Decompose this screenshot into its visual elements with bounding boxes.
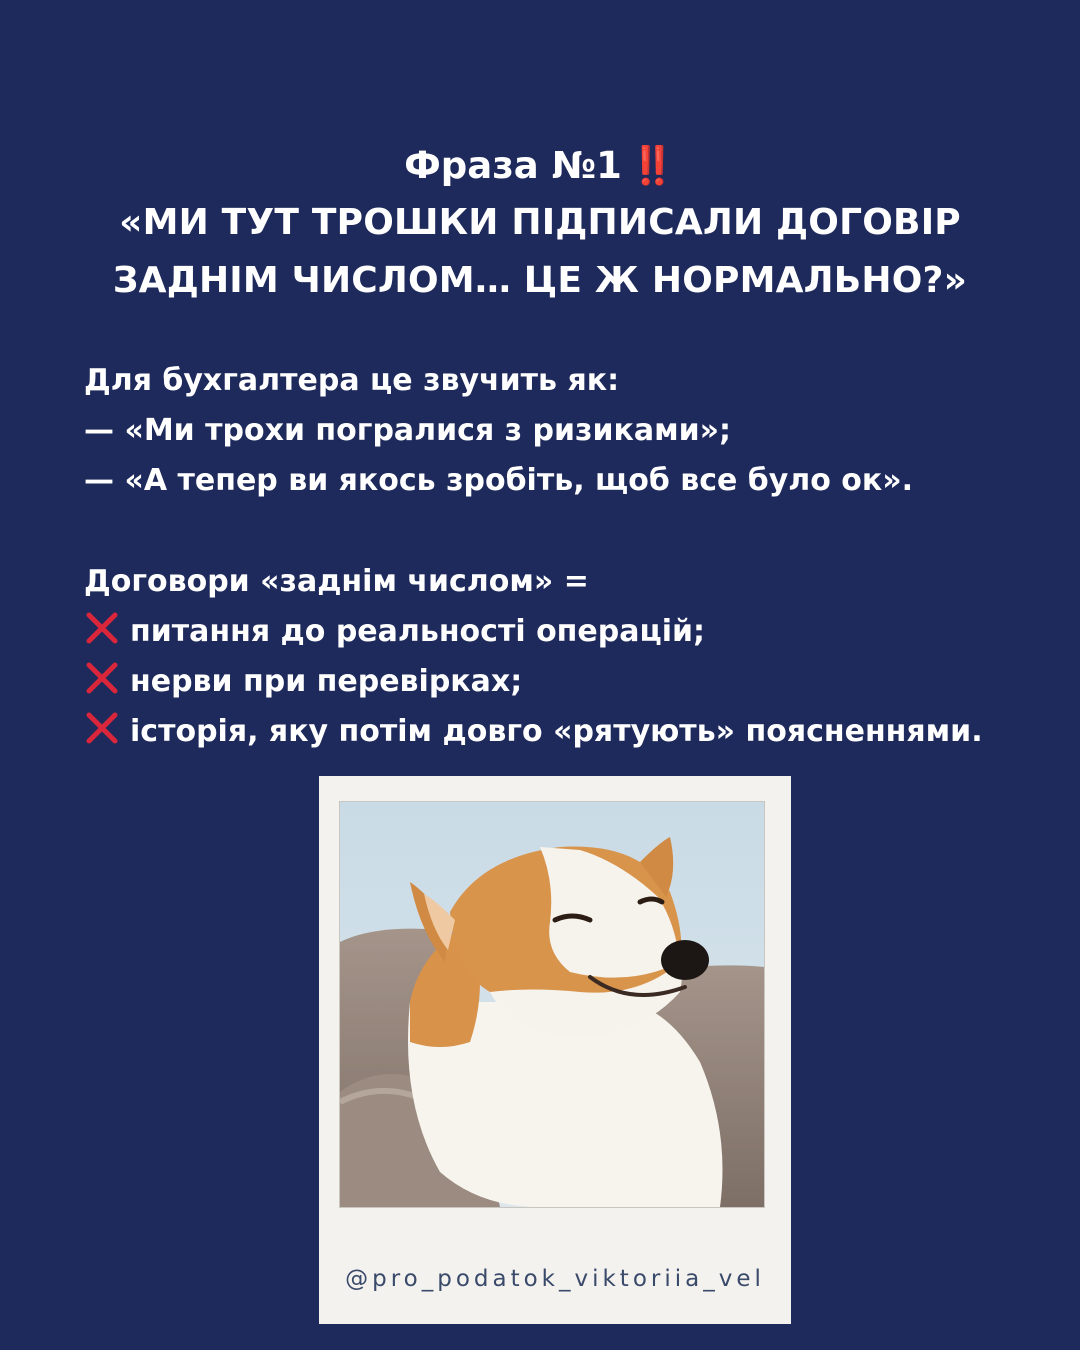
cross-mark-icon xyxy=(84,610,120,646)
double-exclamation-icon: ‼️ xyxy=(629,144,676,187)
consequence-text: питання до реальності операцій; xyxy=(130,614,706,649)
consequence-item-3 xyxy=(84,707,1044,757)
accountant-item-1: — «Ми трохи погралися з ризиками»; xyxy=(84,413,731,448)
polaroid-frame xyxy=(319,776,791,1324)
header xyxy=(40,138,1040,310)
consequences-intro: Договори «заднім числом» = xyxy=(84,564,589,599)
consequence-item-1 xyxy=(84,607,1044,657)
cross-mark-icon xyxy=(84,660,120,696)
consequences-section xyxy=(84,557,1044,757)
accountant-section xyxy=(84,356,1044,506)
quote-line-1: «МИ ТУТ ТРОШКИ ПІДПИСАЛИ ДОГОВІР xyxy=(119,202,961,243)
page-title xyxy=(40,138,1040,194)
quote-line-2: ЗАДНІМ ЧИСЛОМ… ЦЕ Ж НОРМАЛЬНО?» xyxy=(112,260,968,301)
cross-mark-icon xyxy=(84,710,120,746)
accountant-item-2: — «А тепер ви якось зробіть, щоб все було ок». xyxy=(84,463,914,498)
corgi-photo xyxy=(339,801,765,1208)
smiling-corgi-illustration xyxy=(340,802,764,1207)
consequence-text: історія, яку потім довго «рятують» поясненнями. xyxy=(130,714,983,749)
title-text: Фраза №1 xyxy=(404,144,622,187)
accountant-intro: Для бухгалтера це звучить як: xyxy=(84,363,620,398)
instagram-handle: @pro_podatok_viktoriia_vel xyxy=(345,1266,765,1292)
consequence-text: нерви при перевірках; xyxy=(130,664,523,699)
consequence-item-2 xyxy=(84,657,1044,707)
